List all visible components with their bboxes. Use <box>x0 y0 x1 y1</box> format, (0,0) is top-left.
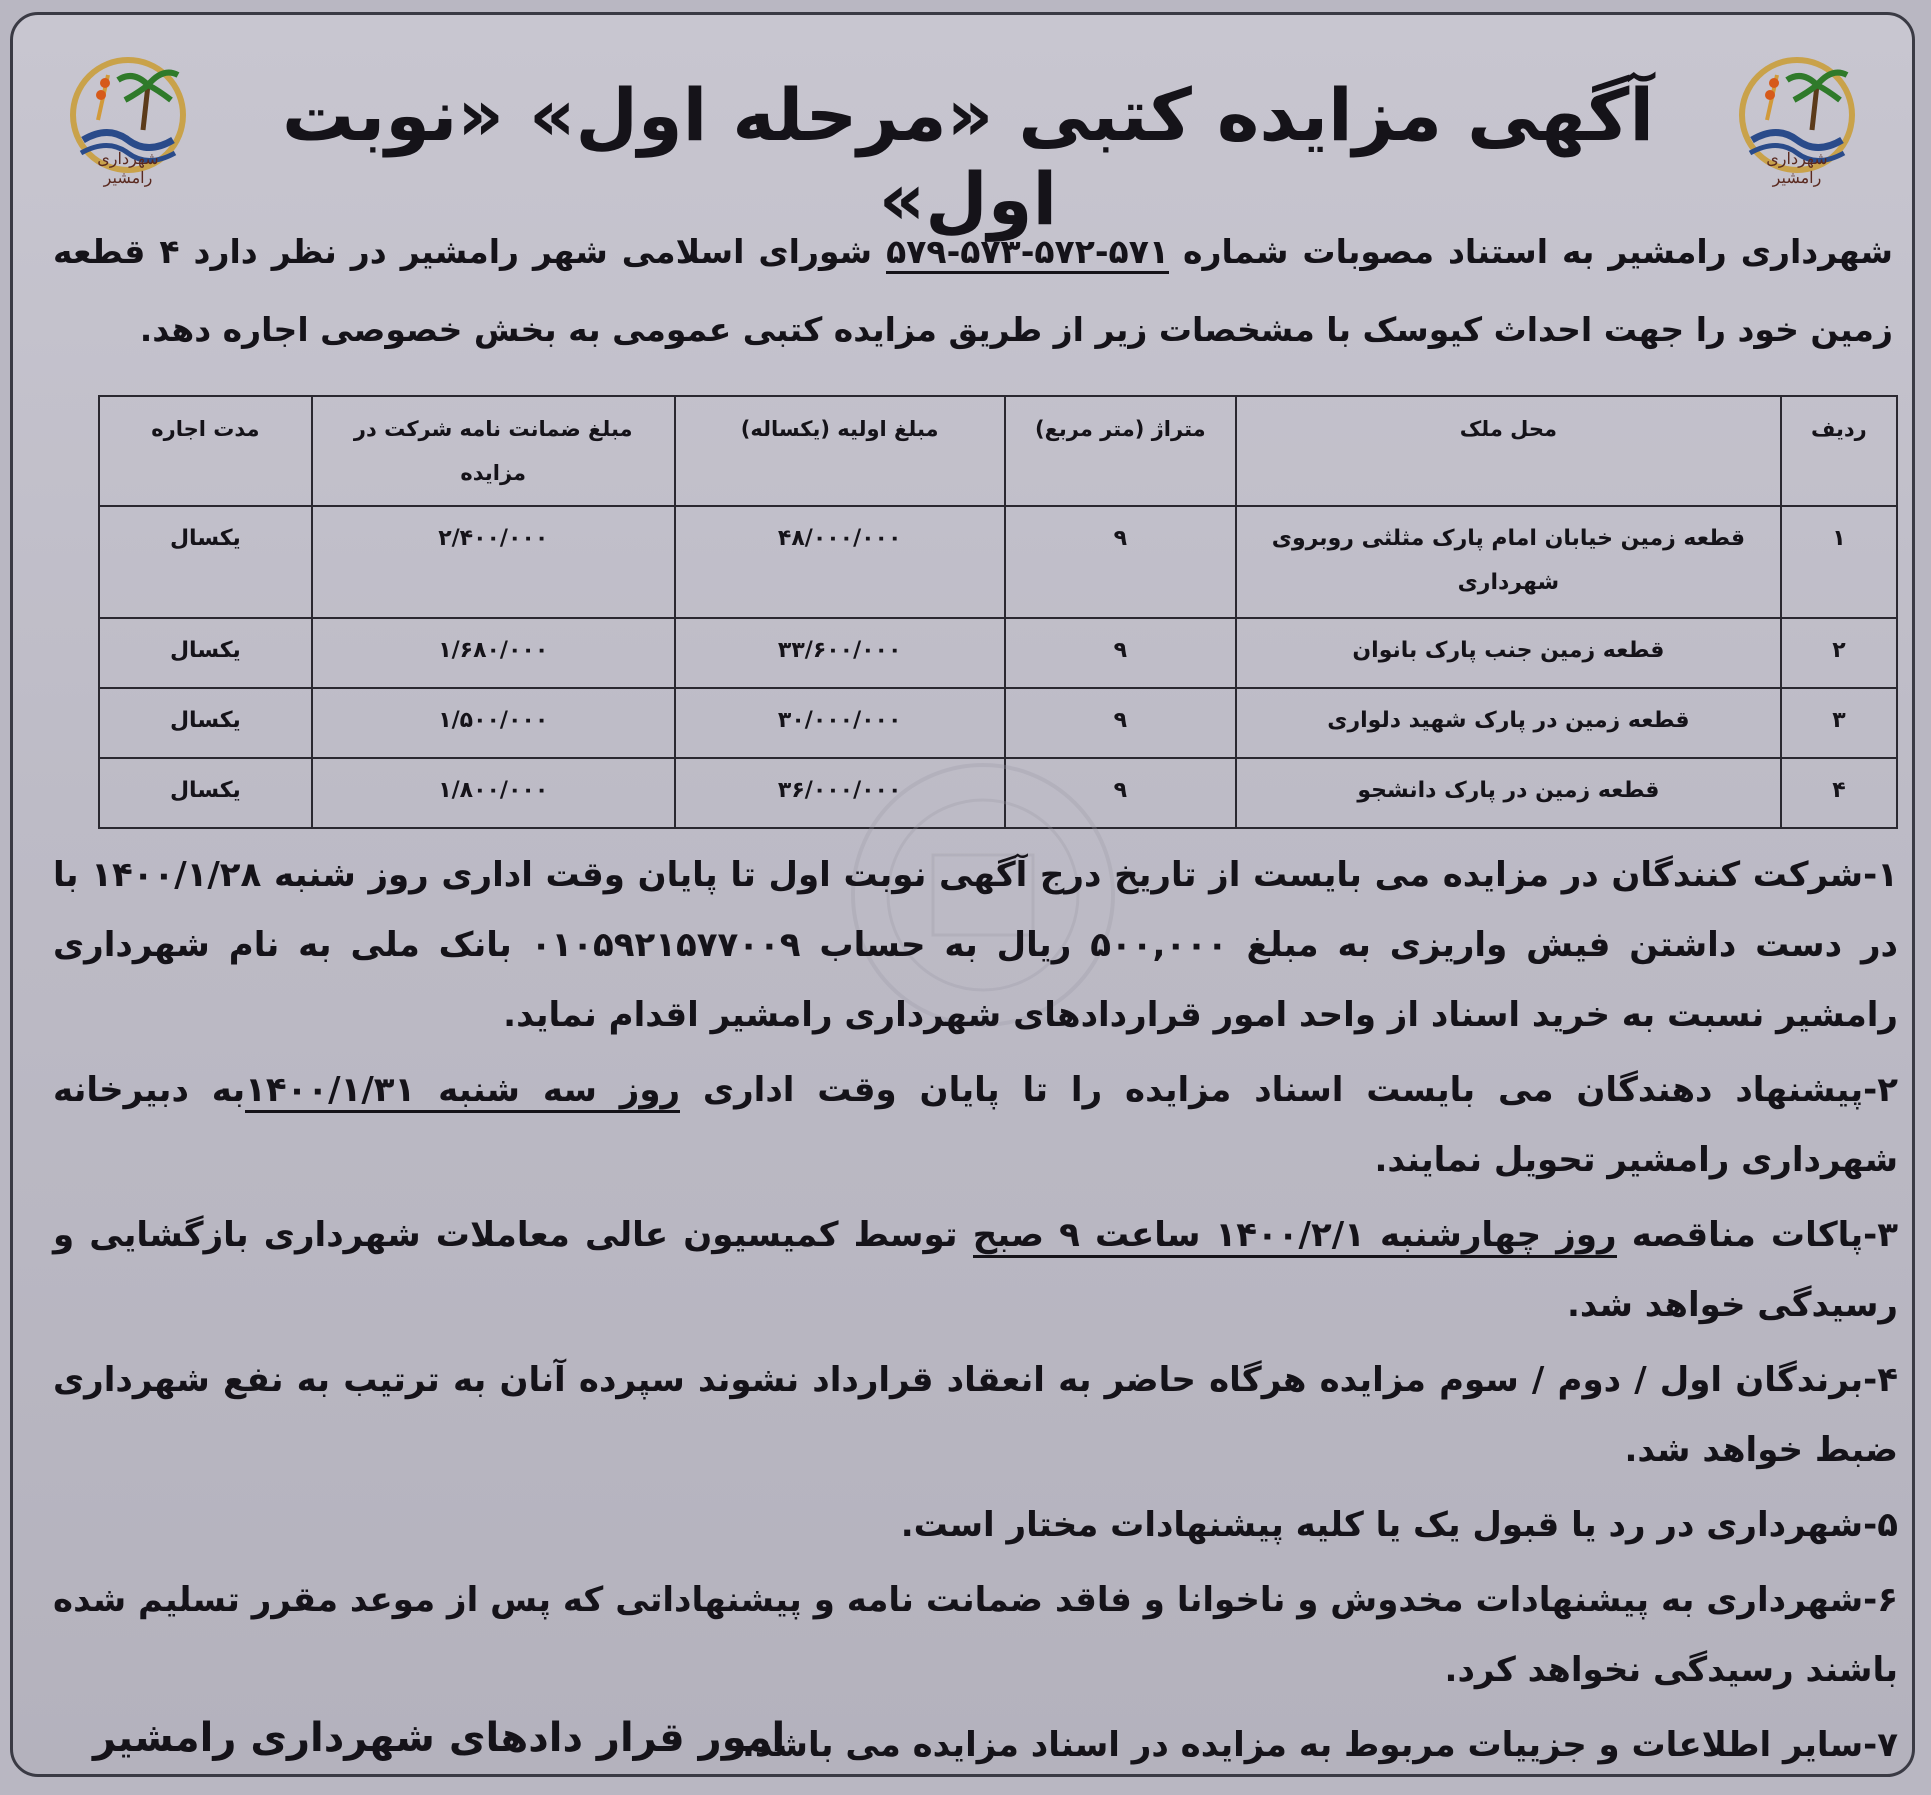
header-price: مبلغ اولیه (یکساله) <box>675 396 1005 506</box>
cell-area: ۹ <box>1005 506 1236 618</box>
clause-3-opening-date: روز چهارشنبه ۱۴۰۰/۲/۱ ساعت ۹ صبح <box>973 1215 1617 1258</box>
cell-bond: ۱/۶۸۰/۰۰۰ <box>312 618 675 688</box>
cell-location: قطعه زمین در پارک شهید دلواری <box>1236 688 1781 758</box>
clause-2-text: به دبیرخانه شهرداری رامشیر تحویل نمایند. <box>53 1070 1898 1180</box>
cell-location: قطعه زمین در پارک دانشجو <box>1236 758 1781 828</box>
header-bond: مبلغ ضمانت نامه شرکت در مزایده <box>312 396 675 506</box>
logo-caption: شهرداری رامشیر <box>97 149 159 187</box>
table-row <box>99 618 1897 688</box>
logo-caption: شهرداری رامشیر <box>1766 149 1828 187</box>
table-header-row <box>99 396 1897 506</box>
clause-6: ۶-شهرداری به پیشنهادات مخدوش و ناخوانا و فاقد ضمانت نامه و پیشنهاداتی که پس از موعد مقرر تسلیم شده باشند رسیدگی نخواهد کرد. <box>53 1580 1898 1690</box>
cell-price: ۳۳/۶۰۰/۰۰۰ <box>675 618 1005 688</box>
clause-5: ۵-شهرداری در رد یا قبول یک یا کلیه پیشنهادات مختار است. <box>900 1505 1898 1545</box>
cell-location: قطعه زمین جنب پارک بانوان <box>1236 618 1781 688</box>
clause-1: ۱-شرکت کنندگان در مزایده می بایست از تاریخ درج آگهی نوبت اول تا پایان وقت اداری روز شنبه ۱۴۰۰/۱/۲۸ با در دست داشتن فیش واریزی به مبلغ ۵۰۰,۰۰۰ ریال به حساب ۰۱۰۵۹۲۱۵۷۷۰۰۹ بانک ملی به نام شهرداری رامشیر نسبت به خرید اسناد از واحد امور قراردادهای شهرداری رامشیر اقدام نماید. <box>53 855 1898 1035</box>
cell-area: ۹ <box>1005 758 1236 828</box>
cell-bond: ۱/۵۰۰/۰۰۰ <box>312 688 675 758</box>
header-area: متراژ (متر مربع) <box>1005 396 1236 506</box>
clause-3-text: ۳-پاکات مناقصه <box>1616 1215 1899 1255</box>
header-term: مدت اجاره <box>99 396 312 506</box>
cell-location: قطعه زمین خیابان امام پارک مثلثی روبروی شهرداری <box>1236 506 1781 618</box>
clause-7: ۷-سایر اطلاعات و جزییات مربوط به مزایده در اسناد مزایده می باشد. <box>741 1725 1898 1765</box>
lots-table <box>98 395 1898 829</box>
table-row <box>99 688 1897 758</box>
signature: امور قرار دادهای شهرداری رامشیر <box>93 1715 786 1761</box>
clause-2-deadline: روز سه شنبه ۱۴۰۰/۱/۳۱ <box>245 1070 680 1113</box>
cell-term: یکسال <box>99 688 312 758</box>
cell-price: ۴۸/۰۰۰/۰۰۰ <box>675 506 1005 618</box>
cell-term: یکسال <box>99 618 312 688</box>
clause-2-text: ۲-پیشنهاد دهندگان می بایست اسناد مزایده را تا پایان وقت اداری <box>680 1070 1899 1110</box>
cell-row-number: ۴ <box>1781 758 1897 828</box>
cell-row-number: ۳ <box>1781 688 1897 758</box>
cell-bond: ۱/۸۰۰/۰۰۰ <box>312 758 675 828</box>
clause-3 <box>53 1200 1898 1340</box>
clause-4: ۴-برندگان اول / دوم / سوم مزایده هرگاه حاضر به انعقاد قرارداد نشوند سپرده آنان به ترتیب به نفع شهرداری ضبط خواهد شد. <box>53 1360 1898 1470</box>
cell-price: ۳۶/۰۰۰/۰۰۰ <box>675 758 1005 828</box>
table-row <box>99 506 1897 618</box>
intro-paragraph <box>53 213 1893 369</box>
municipality-logo-left <box>53 45 203 195</box>
clause-2 <box>53 1055 1898 1195</box>
page-title: آگهی مزایده کتبی «مرحله اول» «نوبت اول» <box>281 73 1655 241</box>
notice-page <box>10 12 1915 1777</box>
cell-price: ۳۰/۰۰۰/۰۰۰ <box>675 688 1005 758</box>
header-location: محل ملک <box>1236 396 1781 506</box>
cell-area: ۹ <box>1005 618 1236 688</box>
clauses <box>53 840 1898 1785</box>
cell-term: یکسال <box>99 506 312 618</box>
cell-row-number: ۱ <box>1781 506 1897 618</box>
intro-text: شهرداری رامشیر به استناد مصوبات شماره <box>1168 232 1893 271</box>
cell-area: ۹ <box>1005 688 1236 758</box>
cell-bond: ۲/۴۰۰/۰۰۰ <box>312 506 675 618</box>
header-row-number: ردیف <box>1781 396 1897 506</box>
cell-term: یکسال <box>99 758 312 828</box>
resolution-numbers: ۵۷۱-۵۷۲-۵۷۳-۵۷۹ <box>886 232 1169 274</box>
intro-text: شورای اسلامی شهر رامشیر در نظر دارد ۴ قطعه زمین خود را جهت احداث کیوسک با مشخصات زیر از طریق مزایده کتبی عمومی به بخش خصوصی اجاره دهد. <box>53 232 1893 349</box>
table-row <box>99 758 1897 828</box>
cell-row-number: ۲ <box>1781 618 1897 688</box>
clause-3-text: توسط کمیسیون عالی معاملات شهرداری بازگشایی و رسیدگی خواهد شد. <box>53 1215 1898 1325</box>
municipality-logo-right <box>1722 45 1872 195</box>
